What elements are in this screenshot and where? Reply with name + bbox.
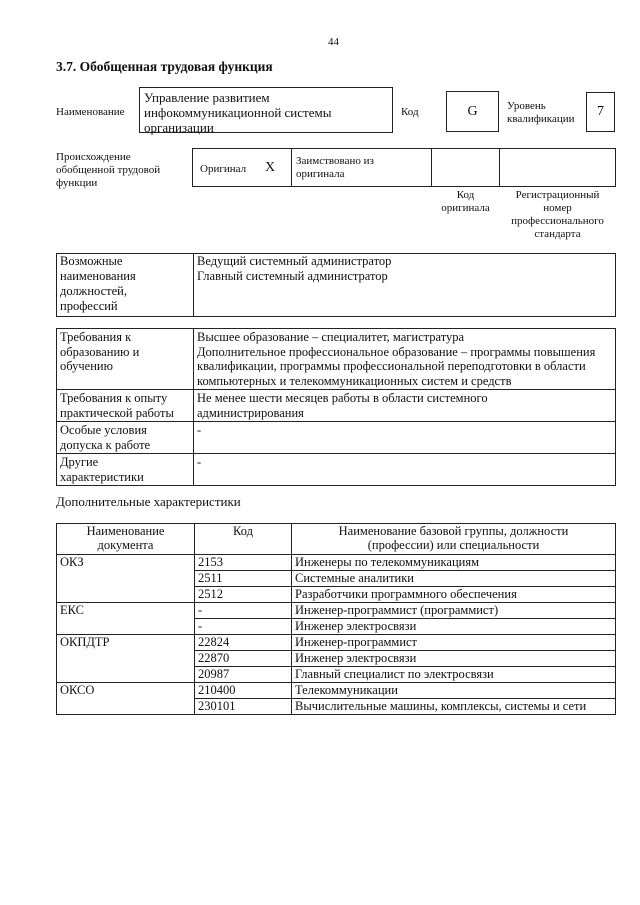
header-code (195, 524, 292, 555)
code-value: G (446, 91, 499, 132)
requirements-table (56, 328, 616, 486)
name-cell: Инженер-программист (292, 635, 616, 651)
registration-caption (499, 189, 616, 241)
page-number: 44 (328, 36, 339, 48)
label-line: Требования к опыту (60, 391, 168, 405)
label-line: характеристики (60, 469, 144, 484)
borrowed-cell (291, 148, 432, 187)
positions-values (194, 254, 616, 317)
name-cell: Разработчики программного обеспечения (292, 587, 616, 603)
header-document (57, 524, 195, 555)
doc-okpdtr: ОКПДТР (57, 635, 195, 683)
function-name-line: Управление развитием (144, 90, 270, 105)
positions-table (56, 253, 616, 317)
label-line: Требования к (60, 330, 132, 344)
original-label: Оригинал (200, 163, 247, 175)
original-code-caption (431, 189, 500, 215)
additional-table (56, 523, 616, 715)
header-line: (профессии) или специальности (367, 538, 540, 552)
name-cell: Инженер электросвязи (292, 651, 616, 667)
caption-line: оригинала (441, 202, 490, 214)
code-cell: 22870 (195, 651, 292, 667)
caption-line: номер (543, 202, 572, 214)
caption-line: Код (456, 189, 475, 201)
function-name-box (139, 87, 393, 133)
code-cell: 2511 (195, 571, 292, 587)
borrowed-label-line: Заимствовано из (296, 155, 374, 167)
doc-okz: ОКЗ (57, 555, 195, 603)
table-row (57, 635, 616, 651)
name-cell: Главный специалист по электросвязи (292, 667, 616, 683)
code-cell: 22824 (195, 635, 292, 651)
origin-label-line: обобщенной трудовой (56, 164, 161, 176)
caption-line: профессионального (511, 215, 604, 227)
level-label-line: Уровень (507, 100, 546, 112)
table-row (57, 683, 616, 699)
header-line: Наименование базовой группы, должности (338, 524, 569, 538)
code-cell: 20987 (195, 667, 292, 683)
label-line: Другие (60, 455, 99, 469)
positions-label (57, 254, 194, 317)
caption-line: стандарта (534, 228, 581, 240)
value-line: - (197, 423, 202, 437)
requirement-label (57, 454, 194, 486)
level-value: 7 (586, 92, 615, 132)
origin-label-line: Происхождение (56, 151, 131, 163)
name-cell: Инженеры по телекоммуникациям (292, 555, 616, 571)
header-line: Код (233, 524, 253, 538)
level-label (507, 100, 574, 126)
caption-line: Регистрационный (515, 189, 600, 201)
code-cell: 2153 (195, 555, 292, 571)
header-group-name (292, 524, 616, 555)
original-code-cell (431, 148, 500, 187)
code-cell: - (195, 619, 292, 635)
function-name-line: инфокоммуникационной системы (144, 105, 332, 120)
value-line: - (197, 455, 202, 469)
label-line: обучению (60, 359, 113, 373)
additional-title: Дополнительные характеристики (56, 494, 241, 509)
value-line: администрирования (197, 405, 304, 420)
requirement-label (57, 329, 194, 390)
function-name-line: организации (144, 120, 214, 135)
table-row (57, 603, 616, 619)
requirement-value (194, 422, 616, 454)
requirement-row (57, 390, 616, 422)
level-label-line: квалификации (507, 113, 575, 125)
label-line: допуска к работе (60, 437, 151, 452)
label-line: образованию и (60, 344, 140, 359)
name-cell: Вычислительные машины, комплексы, системы и сети (292, 699, 616, 715)
position-item: Ведущий системный администратор (197, 254, 392, 268)
requirement-label (57, 422, 194, 454)
name-cell: Инженер электросвязи (292, 619, 616, 635)
doc-eks: ЕКС (57, 603, 195, 635)
positions-label-line: наименования (60, 269, 136, 283)
requirement-value (194, 390, 616, 422)
positions-label-line: Возможные (60, 254, 123, 268)
requirement-row (57, 329, 616, 390)
name-label: Наименование (56, 106, 125, 118)
value-line: Высшее образование – специалитет, магистратура (197, 330, 465, 344)
code-cell: 210400 (195, 683, 292, 699)
value-line: квалификации, программы профессиональной переподготовки в области (197, 359, 586, 373)
value-line: Дополнительное профессиональное образование – программы повышения (197, 344, 596, 359)
requirement-label (57, 390, 194, 422)
origin-label (56, 151, 160, 190)
value-line: Не менее шести месяцев работы в области системного (197, 391, 488, 405)
label-line: практической работы (60, 405, 174, 420)
code-cell: 230101 (195, 699, 292, 715)
original-cell (192, 148, 292, 187)
header-line: Наименование (86, 524, 165, 538)
requirement-row (57, 454, 616, 486)
original-mark: X (265, 160, 276, 175)
name-cell: Инженер-программист (программист) (292, 603, 616, 619)
code-cell: - (195, 603, 292, 619)
code-label: Код (401, 106, 419, 118)
positions-label-line: профессий (60, 299, 118, 313)
origin-label-line: функции (56, 177, 98, 189)
label-line: Особые условия (60, 423, 147, 437)
header-line: документа (97, 538, 154, 552)
positions-label-line: должностей, (60, 284, 127, 298)
value-line: компьютерных и телекоммуникационных систем и средств (197, 373, 512, 388)
table-row (57, 555, 616, 571)
position-item: Главный системный администратор (197, 269, 388, 283)
code-cell: 2512 (195, 587, 292, 603)
doc-okso: ОКСО (57, 683, 195, 715)
requirement-row (57, 422, 616, 454)
additional-header-row (57, 524, 616, 555)
borrowed-label-line: оригинала (296, 168, 345, 180)
section-title: 3.7. Обобщенная трудовая функция (56, 59, 273, 74)
requirement-value (194, 454, 616, 486)
name-cell: Телекоммуникации (292, 683, 616, 699)
registration-number-cell (499, 148, 616, 187)
requirement-value (194, 329, 616, 390)
name-cell: Системные аналитики (292, 571, 616, 587)
